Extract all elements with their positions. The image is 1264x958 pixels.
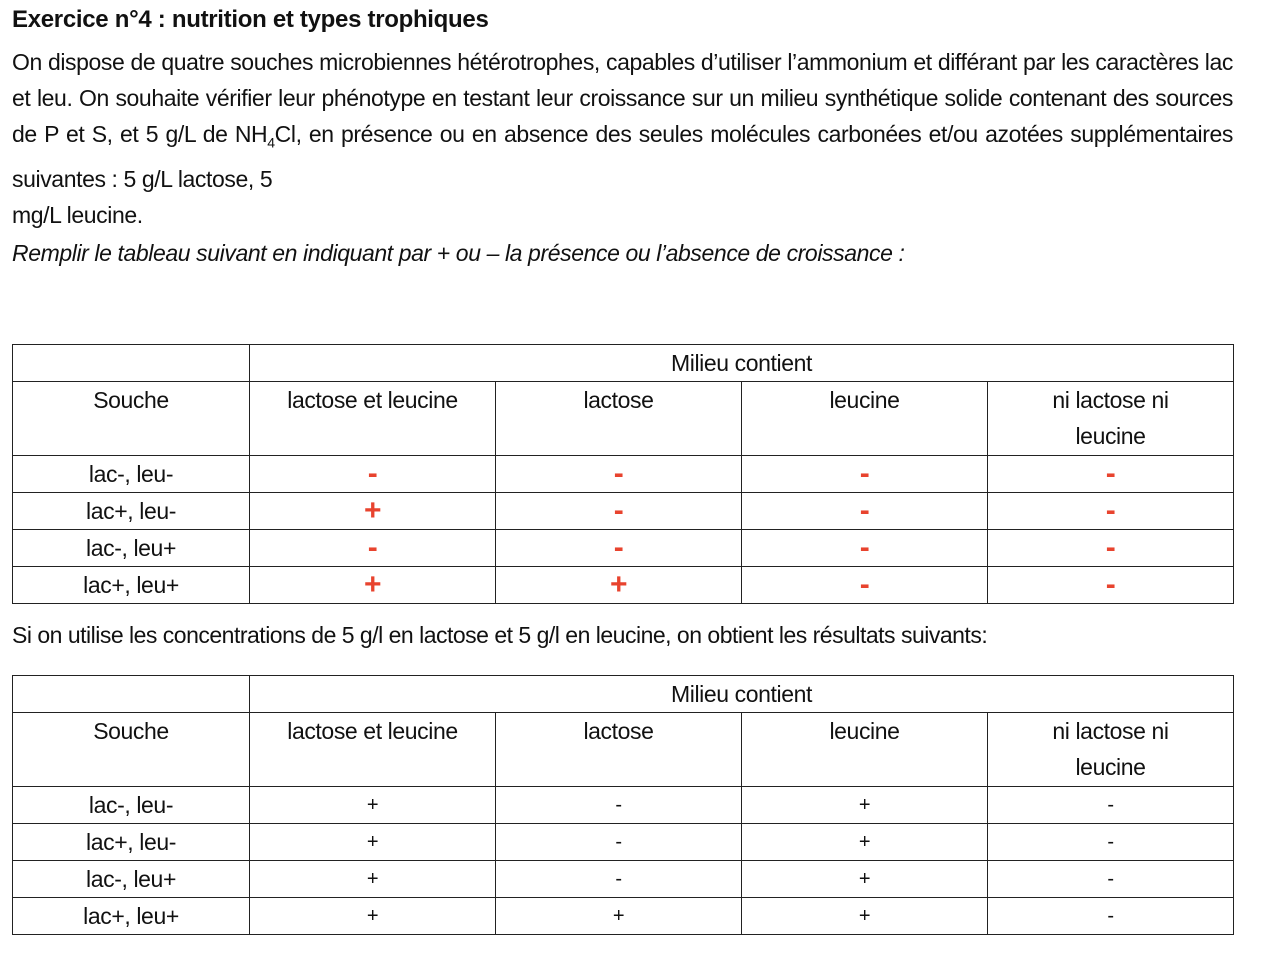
paragraph-text-1: On dispose de quatre souches microbiennes hétérotrophes, capables d’utiliser l’ammonium et différant par les caractères lac et leu. On souhaite vérifier leur phénotype en testant leur croissance sur un milieu synthétique solide contenant des sources de P et S, et 5 g/L de NH bbox=[12, 49, 1233, 147]
table-row bbox=[13, 861, 1234, 898]
growth-cell[interactable]: - bbox=[988, 530, 1234, 567]
table-row bbox=[13, 787, 1234, 824]
growth-cell[interactable]: + bbox=[250, 567, 496, 604]
growth-cell[interactable]: - bbox=[742, 456, 988, 493]
group-header: Milieu contient bbox=[250, 345, 1234, 382]
growth-cell: + bbox=[742, 861, 988, 898]
growth-cell[interactable]: - bbox=[742, 530, 988, 567]
table-row bbox=[13, 456, 1234, 493]
column-header: ni lactose ni leucine bbox=[988, 713, 1234, 787]
growth-cell: + bbox=[250, 898, 496, 935]
growth-cell: - bbox=[496, 861, 742, 898]
growth-cell: - bbox=[988, 898, 1234, 935]
row-header: Souche bbox=[13, 382, 250, 456]
growth-cell[interactable]: - bbox=[496, 493, 742, 530]
growth-cell: - bbox=[496, 787, 742, 824]
table-row bbox=[13, 824, 1234, 861]
growth-cell: + bbox=[742, 824, 988, 861]
growth-cell: - bbox=[988, 861, 1234, 898]
growth-cell: + bbox=[496, 898, 742, 935]
growth-cell: + bbox=[742, 787, 988, 824]
growth-cell: + bbox=[250, 861, 496, 898]
growth-cell[interactable]: - bbox=[496, 530, 742, 567]
instruction-text: Remplir le tableau suivant en indiquant par + ou – la présence ou l’absence de croissance : bbox=[12, 240, 905, 266]
results-table-1 bbox=[12, 344, 1234, 604]
paragraph-subscript: 4 bbox=[267, 134, 275, 151]
column-header: leucine bbox=[742, 713, 988, 787]
table-row bbox=[13, 567, 1234, 604]
column-header: leucine bbox=[742, 382, 988, 456]
growth-cell[interactable]: - bbox=[250, 456, 496, 493]
paragraph-last-line: mg/L leucine. bbox=[12, 201, 143, 228]
column-header: ni lactose ni leucine bbox=[988, 382, 1234, 456]
strain-label: lac-, leu+ bbox=[13, 861, 250, 898]
column-header: lactose et leucine bbox=[250, 382, 496, 456]
strain-label: lac+, leu+ bbox=[13, 567, 250, 604]
column-header: lactose bbox=[496, 713, 742, 787]
growth-cell[interactable]: + bbox=[496, 567, 742, 604]
strain-label: lac+, leu+ bbox=[13, 898, 250, 935]
empty-corner-cell bbox=[13, 345, 250, 382]
growth-cell: - bbox=[988, 824, 1234, 861]
results-table-2 bbox=[12, 675, 1234, 935]
column-header: lactose et leucine bbox=[250, 713, 496, 787]
table-row bbox=[13, 493, 1234, 530]
column-header: lactose bbox=[496, 382, 742, 456]
growth-cell[interactable]: + bbox=[250, 493, 496, 530]
growth-cell[interactable]: - bbox=[988, 456, 1234, 493]
intro-paragraph bbox=[12, 44, 1233, 233]
second-table-caption: Si on utilise les concentrations de 5 g/l en lactose et 5 g/l en leucine, on obtient les résultats suivants: bbox=[12, 622, 988, 648]
strain-label: lac-, leu- bbox=[13, 787, 250, 824]
growth-cell: + bbox=[250, 787, 496, 824]
growth-cell[interactable]: - bbox=[742, 493, 988, 530]
growth-cell[interactable]: - bbox=[988, 493, 1234, 530]
strain-label: lac+, leu- bbox=[13, 493, 250, 530]
strain-label: lac+, leu- bbox=[13, 824, 250, 861]
strain-label: lac-, leu- bbox=[13, 456, 250, 493]
growth-cell[interactable]: - bbox=[496, 456, 742, 493]
growth-cell: - bbox=[988, 787, 1234, 824]
growth-cell[interactable]: - bbox=[988, 567, 1234, 604]
growth-cell: + bbox=[742, 898, 988, 935]
growth-cell[interactable]: - bbox=[742, 567, 988, 604]
table-row bbox=[13, 530, 1234, 567]
exercise-title: Exercice n°4 : nutrition et types trophiques bbox=[12, 6, 489, 33]
empty-corner-cell bbox=[13, 676, 250, 713]
table-row bbox=[13, 898, 1234, 935]
row-header: Souche bbox=[13, 713, 250, 787]
strain-label: lac-, leu+ bbox=[13, 530, 250, 567]
group-header: Milieu contient bbox=[250, 676, 1234, 713]
paragraph-text-2: Cl, en présence ou en absence des seules molécules carbonées et/ou azotées supplémentaires suivantes : 5 g/L lactose, 5 bbox=[12, 121, 1233, 192]
growth-cell: - bbox=[496, 824, 742, 861]
growth-cell[interactable]: - bbox=[250, 530, 496, 567]
growth-cell: + bbox=[250, 824, 496, 861]
